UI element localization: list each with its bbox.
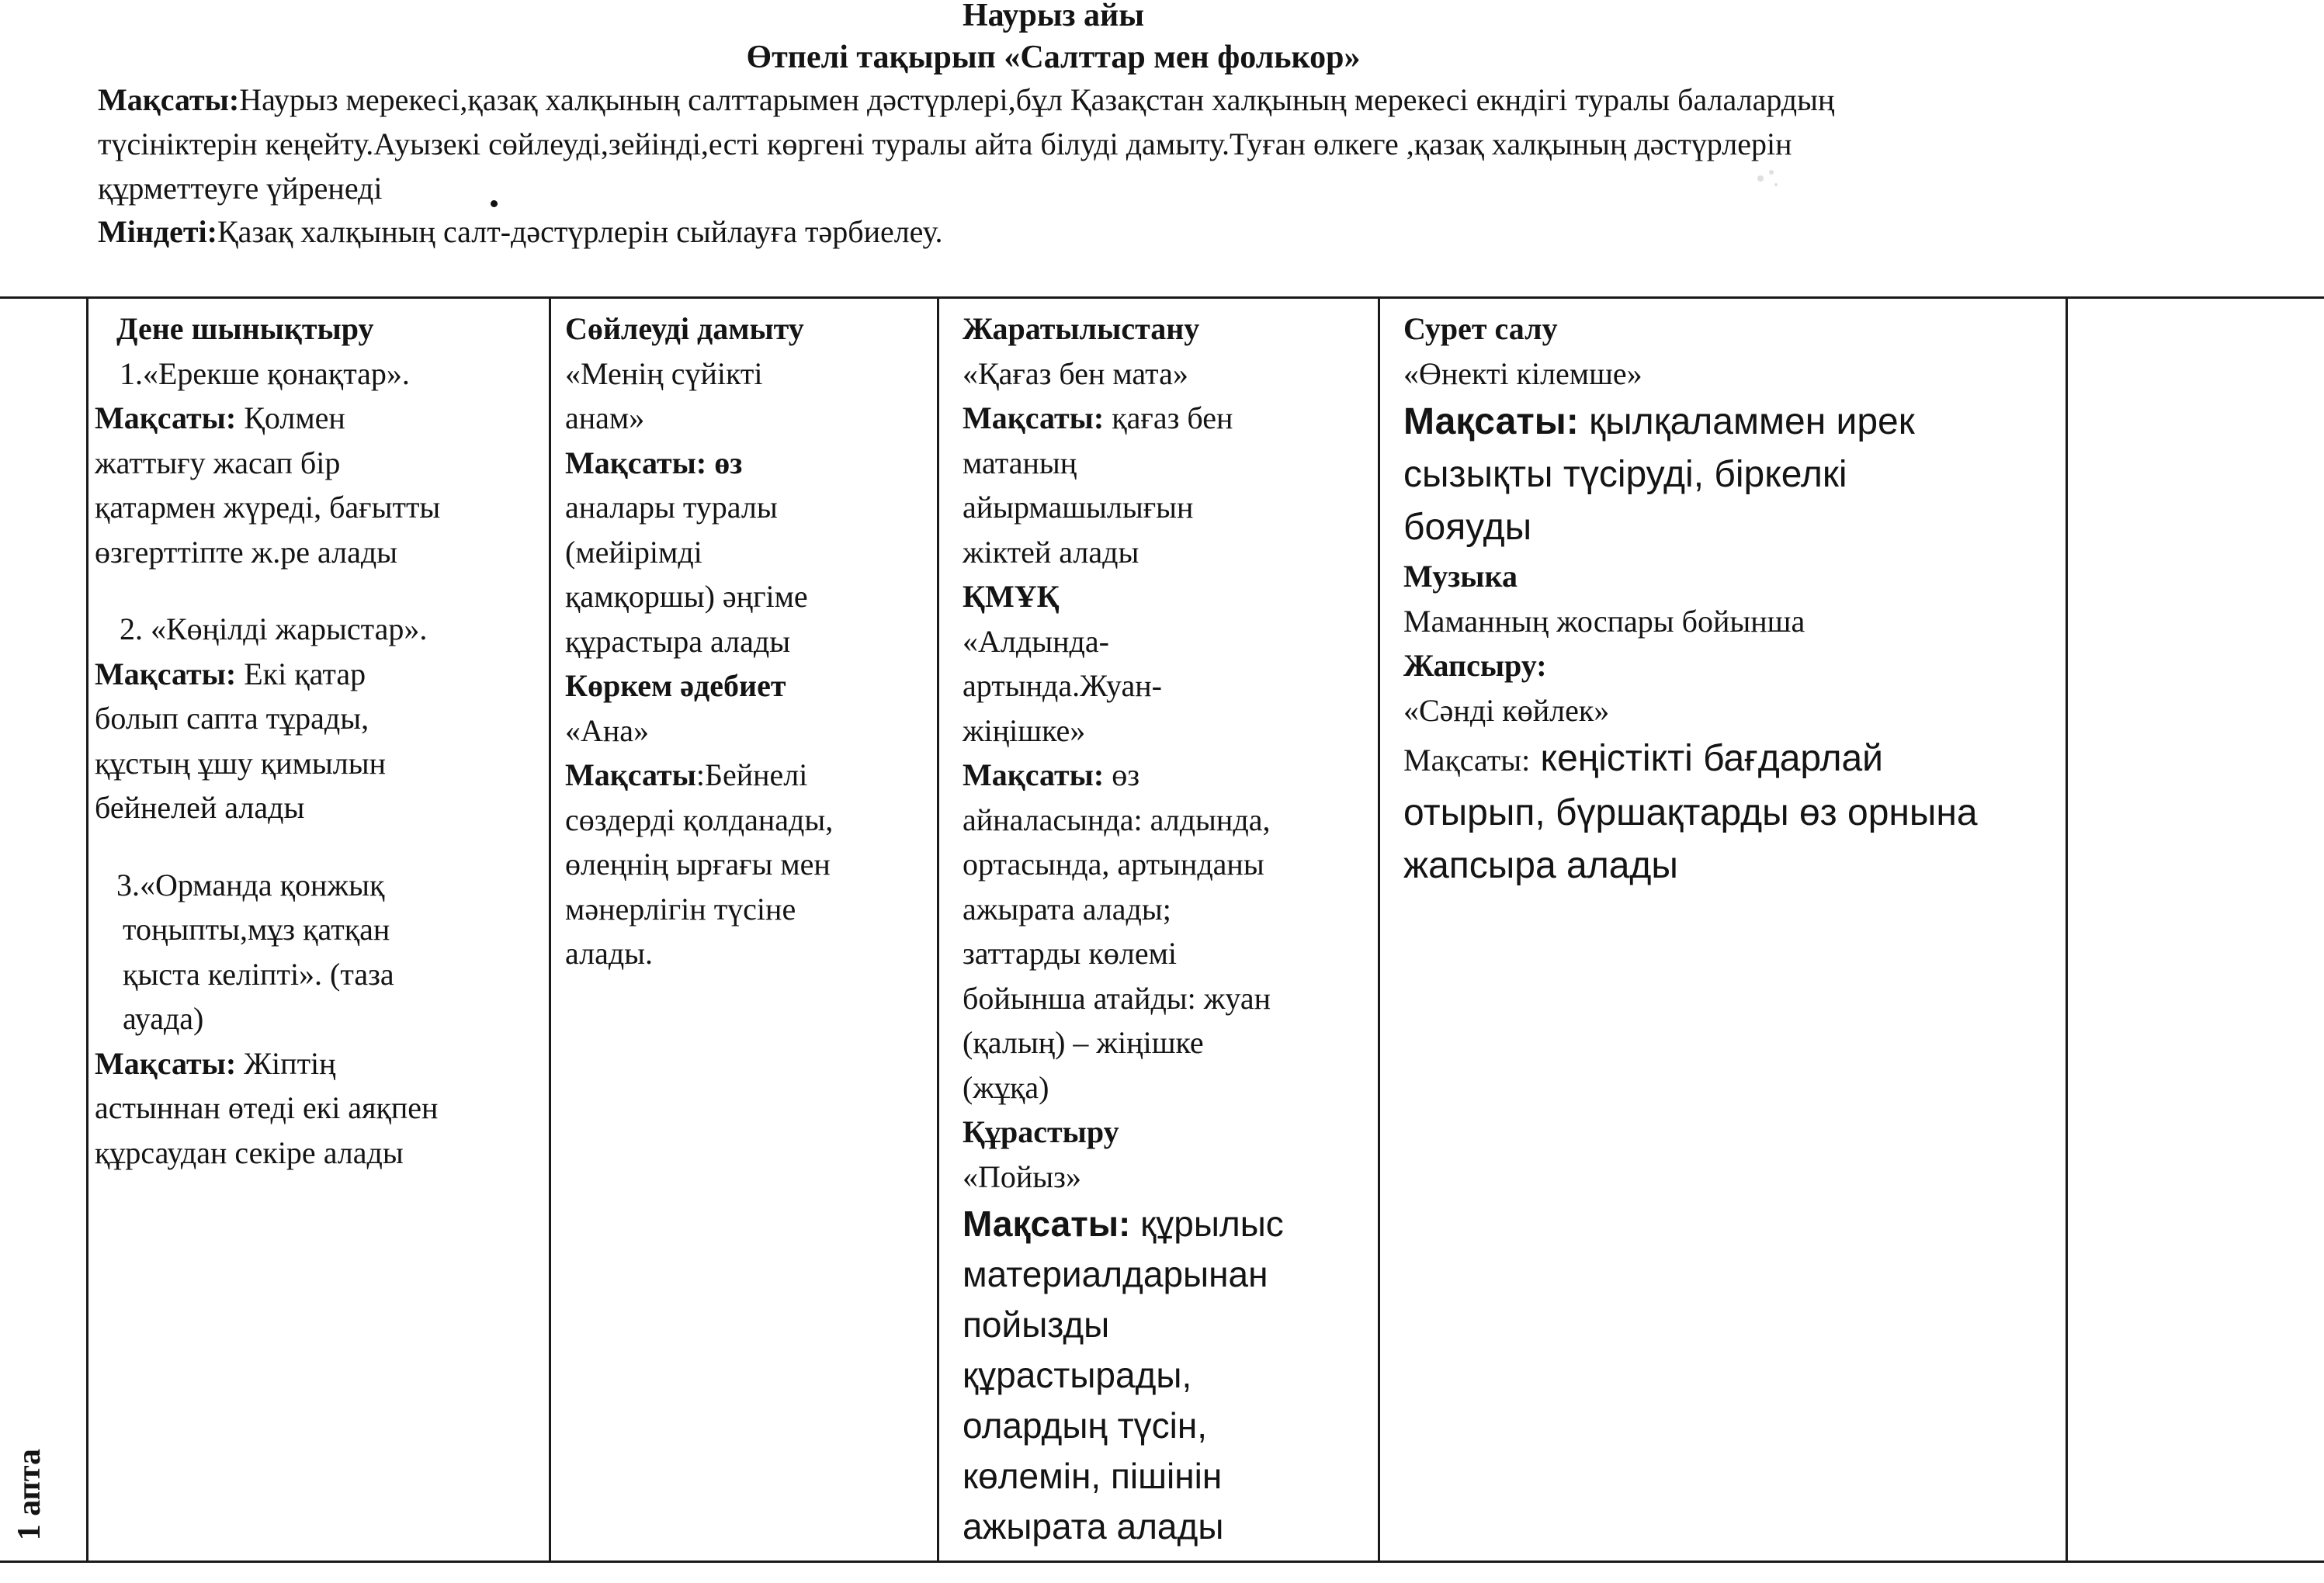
pe-game-1: 1.«Ерекше қонақтар». [120, 355, 410, 391]
literature-goal-line: өлеңнің ырғағы мен [565, 847, 831, 882]
construction-goal-label: Мақсаты: [963, 1204, 1131, 1244]
speech-goal-line: құрастыра алады [565, 623, 791, 659]
pe-goal-2-line: бейнелей алады [95, 790, 305, 825]
goal-line-3: құрметтеуге үйренеді [98, 171, 383, 206]
construction-goal-first: құрылыс [1130, 1204, 1284, 1244]
literature-goal-line: сөздерді қолданады, [565, 802, 834, 837]
pe-goal-3-first: Жіптің [244, 1045, 336, 1081]
math-topic-line: «Алдында- [963, 623, 1109, 659]
week-column [0, 299, 88, 1560]
drawing-heading: Сурет салу [1403, 311, 1558, 346]
construction-heading: Құрастыру [963, 1114, 1119, 1149]
art-cell [1380, 299, 2066, 892]
month-title: Наурыз айы [962, 0, 1145, 33]
theme-title: Өтпелі тақырып «Салттар мен фолькор» [746, 40, 1361, 75]
pe-goal-2-first: Екі қатар [244, 656, 366, 691]
speech-goal-line: қамқоршы) әңгіме [565, 579, 808, 614]
nature-heading: Жаратылыстану [963, 311, 1200, 346]
math-goal-line: заттарды көлемі [963, 936, 1177, 971]
literature-heading: Көркем әдебиет [565, 668, 786, 703]
ink-dot [491, 200, 498, 207]
nature-goal-line: жіктей алады [963, 534, 1139, 570]
math-goal-label: Мақсаты: [963, 757, 1105, 792]
math-goal-line: (жұқа) [963, 1069, 1049, 1105]
empty-column [2068, 299, 2324, 1560]
drawing-goal-first: қылқаламмен ирек [1578, 401, 1915, 442]
literature-goal-line: алады. [565, 936, 654, 971]
applique-heading: Жапсыру: [1403, 648, 1547, 683]
goal-paragraph [98, 78, 2319, 210]
literature-goal-first: :Бейнелі [695, 757, 808, 792]
pe-game-3-line: ауада) [123, 1001, 204, 1036]
pe-goal-2-line: құстың ұшу қимылын [95, 745, 387, 781]
nature-goal-line: матаның [963, 445, 1077, 480]
speech-goal-line: (мейірімді [565, 534, 702, 570]
math-heading: ҚМҰҚ [963, 579, 1060, 614]
construction-goal-line: олардың түсін, [963, 1405, 1208, 1446]
pe-goal-2-line: болып сапта тұрады, [95, 701, 369, 736]
task-text: Қазақ халқының салт-дәстүрлерін сыйлауға тәрбиелеу. [217, 214, 943, 249]
literature-topic: «Ана» [565, 712, 650, 748]
goal-label: Мақсаты: [98, 82, 240, 117]
construction-goal-line: құрастырады, [963, 1355, 1192, 1395]
speech-cell [551, 299, 937, 976]
applique-goal-label: Мақсаты: [1403, 743, 1531, 778]
pe-goal-1-line: қатармен жүреді, бағытты [95, 490, 441, 525]
construction-goal-line: ажырата алады [963, 1506, 1224, 1547]
pe-goal-1-first: Қолмен [244, 400, 345, 435]
nature-goal-label: Мақсаты: [963, 400, 1105, 435]
pe-goal-3-line: астыннан өтеді екі аяқпен [95, 1090, 439, 1125]
nature-topic: «Қағаз бен мата» [963, 355, 1188, 391]
physical-education-column [88, 299, 551, 1560]
literature-goal-line: мәнерлігін түсіне [565, 891, 796, 927]
nature-goal-line: айырмашылығын [963, 490, 1194, 525]
applique-goal-first: кеңістікті бағдарлай [1530, 738, 1883, 779]
pe-game-2: 2. «Көңілді жарыстар». [120, 611, 428, 646]
drawing-goal-label: Мақсаты: [1403, 401, 1579, 442]
construction-goal-line: көлемін, пішінін [963, 1456, 1223, 1496]
math-goal-line: айналасында: алдында, [963, 802, 1271, 837]
goal-line-1: Наурыз мерекесі,қазақ халқының салттарымен дәстүрлері,бұл Қазақстан халқының мерекесі екндігі туралы балалардың [239, 82, 1835, 117]
speech-topic-line: «Менің сүйікті [565, 355, 763, 391]
drawing-goal-line: сызықты түсіруді, біркелкі [1403, 454, 1847, 495]
math-topic-line: артында.Жуан- [963, 668, 1162, 703]
math-goal-line: бойынша атайды: жуан [963, 980, 1271, 1016]
scan-smudge [1745, 155, 1792, 202]
music-heading: Музыка [1403, 559, 1518, 594]
math-goal-line: ажырата алады; [963, 891, 1171, 927]
task-label: Міндеті: [98, 214, 217, 249]
math-goal-first: өз [1104, 757, 1140, 792]
speech-heading: Сөйлеуді дамыту [565, 311, 804, 346]
pe-goal-3-label: Мақсаты: [95, 1045, 237, 1081]
art-column [1380, 299, 2068, 1560]
pe-goal-1-line: жаттығу жасап бір [95, 445, 341, 480]
drawing-topic: «Өнекті кілемше» [1403, 355, 1642, 391]
nature-goal-first: қағаз бен [1104, 400, 1233, 435]
construction-topic: «Пойыз» [963, 1159, 1081, 1194]
goal-line-2: түсініктерін кеңейту.Ауызекі сөйлеуді,зейінді,есті көргені туралы айта білуді дамыту.Туған өлкеге ,қазақ халқының дәстүрлерін [98, 126, 1792, 161]
literature-goal-label: Мақсаты [565, 757, 696, 792]
physical-education-cell [88, 299, 549, 1175]
pe-goal-1-label: Мақсаты: [95, 400, 237, 435]
speech-goal-line: аналары туралы [565, 490, 778, 525]
task-paragraph [98, 210, 2271, 254]
applique-goal-line: отырып, бүршақтарды өз орнына [1403, 792, 1978, 833]
construction-goal-line: материалдарынан [963, 1254, 1268, 1294]
speech-column [551, 299, 939, 1560]
pe-game-3-line: тоңыпты,мұз қатқан [123, 912, 390, 947]
nature-cell [939, 299, 1378, 1552]
drawing-goal-line: бояуды [1403, 507, 1532, 548]
plan-table [0, 296, 2324, 1563]
pe-goal-2-label: Мақсаты: [95, 656, 237, 691]
pe-game-3-line: қыста келіпті». (таза [123, 956, 394, 992]
applique-goal-line: жапсыра алады [1403, 845, 1678, 886]
nature-column [939, 299, 1380, 1560]
pe-goal-3-line: құрсаудан секіре алады [95, 1134, 404, 1170]
pe-heading: Дене шынықтыру [116, 311, 374, 346]
math-topic-line: жіңішке» [963, 712, 1086, 748]
music-text: Маманның жоспары бойынша [1403, 603, 1805, 639]
construction-goal-line: пойызды [963, 1304, 1110, 1345]
pe-game-3-line: 3.«Орманда қонжық [116, 867, 385, 902]
applique-topic: «Сәнді көйлек» [1403, 692, 1610, 728]
math-goal-line: (қалың) – жіңішке [963, 1025, 1204, 1060]
math-goal-line: ортасында, артынданы [963, 847, 1264, 882]
speech-goal-label: Мақсаты: өз [565, 445, 743, 480]
week-label: 1 апта [12, 1448, 47, 1540]
speech-topic-line: анам» [565, 400, 645, 435]
pe-goal-1-line: өзгерттіпте ж.ре алады [95, 534, 398, 570]
